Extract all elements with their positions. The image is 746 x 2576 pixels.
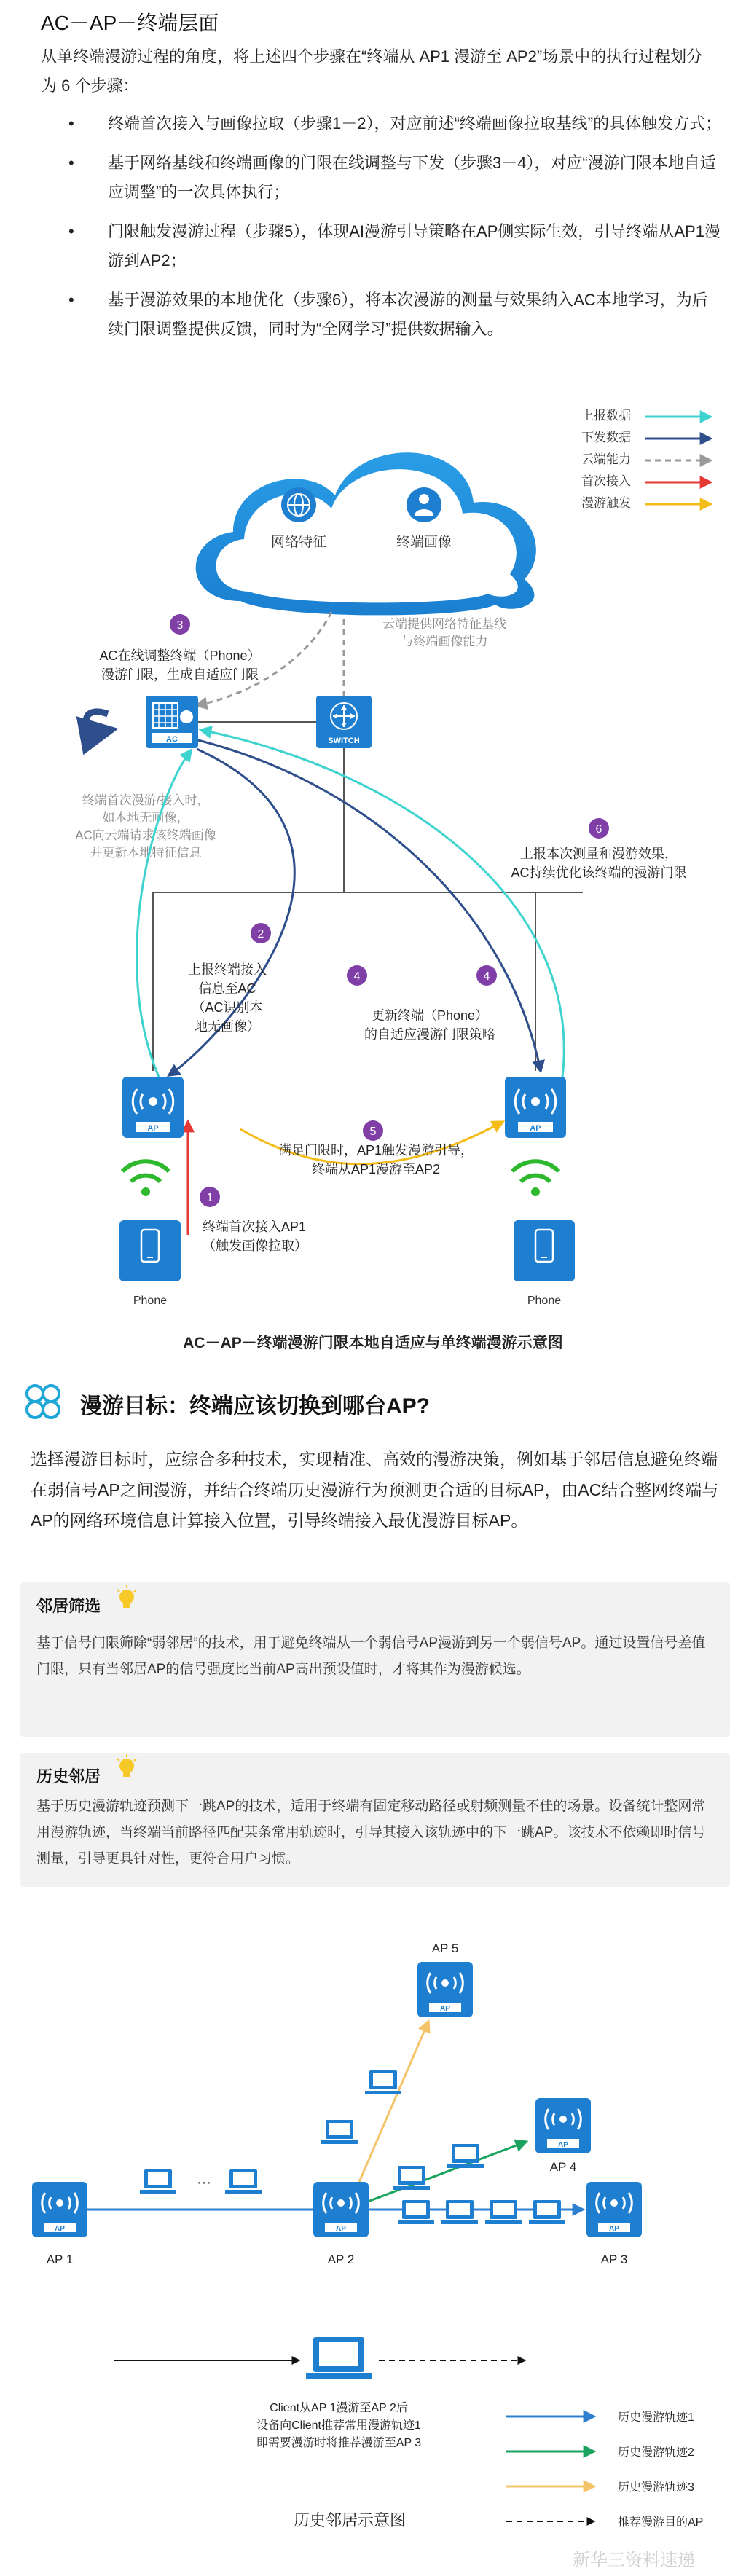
laptop-icon: [140, 2169, 176, 2194]
client-text: Client从AP 1漫游至AP 2后: [270, 2402, 408, 2414]
ap-badge: AP: [609, 2225, 619, 2233]
step-number: 4: [353, 970, 361, 983]
legend-cloud: 云端能力: [581, 452, 631, 466]
watermark-text: 新华三资料速递: [573, 2551, 695, 2570]
bullet-item: [67, 149, 723, 207]
step-number: 5: [369, 1126, 377, 1138]
legend: [581, 409, 710, 510]
ap-label: AP: [147, 1124, 159, 1133]
cloud-provide-text: 云端提供网络特征基线: [382, 617, 506, 631]
cloud-request-text: 如本地无画像，: [102, 811, 189, 825]
step4-text: 的自适应漫游门限策略: [364, 1027, 495, 1042]
phone-label: Phone: [527, 1295, 562, 1307]
phone1-device: [119, 1220, 181, 1281]
switch-device: [316, 696, 372, 748]
ap5-label: AP 5: [431, 1941, 459, 1955]
step1-text: （触发画像拉取）: [203, 1238, 307, 1253]
neighbor-filter-card: [20, 1582, 730, 1737]
ap1-label: AP 1: [46, 2253, 74, 2266]
client-text: 即需要漫游时将推荐漫游至AP 3: [256, 2437, 422, 2449]
laptop-icon: [398, 2200, 434, 2224]
laptop-icon: [529, 2200, 565, 2224]
laptop-icon: [441, 2200, 478, 2224]
terminal-profile-label: 终端画像: [396, 535, 452, 550]
switch-label: SWITCH: [328, 737, 360, 745]
step6-text: AC持续优化该终端的漫游门限: [511, 865, 687, 880]
intro-paragraph: 从单终端漫游过程的角度，将上述四个步骤在“终端从 AP1 漫游至 AP2”场景中的执行过程划分为 6 个步骤：: [41, 47, 703, 95]
client-text: 设备向Client推荐常用漫游轨迹1: [256, 2419, 421, 2432]
laptop-icon: [365, 2070, 401, 2094]
network-feature-label: 网络特征: [270, 535, 327, 550]
phone2-device: [514, 1220, 575, 1281]
step2-text: （AC识别本: [192, 1000, 263, 1015]
legend-deliver: 下发数据: [581, 431, 631, 444]
card-title: 历史邻居: [36, 1767, 101, 1786]
wifi-signal-icon: [512, 1161, 559, 1196]
lightbulb-icon: [115, 1585, 138, 1611]
section-title: AC－AP－终端层面: [41, 12, 219, 34]
cloud-request-text: AC向云端请求该终端画像: [75, 828, 216, 842]
step5-text: 满足门限时，AP1触发漫游引导，: [278, 1143, 474, 1158]
ac-refresh-icon: [86, 712, 111, 731]
section2-title: 漫游目标：终端应该切换到哪台AP?: [80, 1394, 430, 1418]
bullet-dot-icon: •: [68, 154, 74, 172]
ap2-device: [505, 1077, 566, 1138]
roaming-threshold-diagram: [0, 393, 746, 1362]
step3-text: AC在线调整终端（Phone）: [99, 648, 261, 663]
diagram2-caption: 历史邻居示意图: [293, 2511, 407, 2529]
bullet-item: [67, 286, 723, 344]
lightbulb-icon: [115, 1754, 138, 1780]
bullet-dot-icon: •: [68, 291, 74, 309]
section-header-icon: [17, 1381, 68, 1424]
section2-intro: 选择漫游目标时，应综合多种技术，实现精准、高效的漫游决策，例如基于邻居信息避免终端在弱信号AP之间漫游，并结合终端历史漫游行为预测更合适的目标AP，由AC结合整网终端与AP的网络环境信息计算接入位置，引导终端接入最优漫游目标AP。: [31, 1450, 719, 1530]
legend-track2: 历史漫游轨迹2: [618, 2446, 694, 2459]
bullet-dot-icon: •: [68, 114, 74, 133]
client-laptop-icon: [306, 2337, 372, 2379]
cloud-icon: [196, 452, 536, 615]
step5-text: 终端从AP1漫游至AP2: [311, 1162, 441, 1177]
terminal-profile-icon: [407, 487, 441, 522]
card-body: 基于历史漫游轨迹预测下一跳AP的技术，适用于终端有固定移动路径或射频测量不佳的场景。设备统计整网常用漫游轨迹，当终端当前路径匹配某条常用轨迹时，引导其接入该轨迹中的下一跳AP。该技术不依赖即时信号测量，引导更具针对性，更符合用户习惯。: [36, 1799, 706, 1866]
network-feature-icon: [281, 487, 316, 522]
step1-text: 终端首次接入AP1: [203, 1220, 307, 1234]
laptop-icon: [393, 2166, 430, 2190]
ap5-device: [417, 1962, 473, 2017]
cloud-provide-text: 与终端画像能力: [401, 635, 488, 648]
history-neighbor-diagram: [0, 1901, 746, 2576]
ap1-device: [32, 2182, 87, 2237]
legend-report: 上报数据: [581, 409, 631, 423]
step3-text: 漫游门限，生成自适应门限: [101, 667, 259, 682]
card-title: 邻居筛选: [36, 1597, 101, 1615]
bullet-text: 基于漫游效果的本地优化（步骤6），将本次漫游的测量与效果纳入AC本地学习，为后续门限调整提供反馈，同时为“全网学习”提供数据输入。: [108, 291, 708, 338]
step2-text: 地无画像）: [195, 1019, 260, 1034]
ap-badge: AP: [440, 2005, 450, 2013]
track2-arrow: [368, 2142, 526, 2202]
step-number: 4: [483, 970, 490, 983]
ap3-label: AP 3: [600, 2253, 628, 2266]
cloud-request-text: 终端首次漫游/接入时，: [82, 793, 210, 807]
laptop-icon: [447, 2144, 484, 2168]
history-neighbor-card: [20, 1753, 730, 1887]
ap1-device: [122, 1077, 184, 1138]
ap-badge: AP: [558, 2141, 568, 2149]
diagram1-caption: AC－AP－终端漫游门限本地自适应与单终端漫游示意图: [183, 1335, 563, 1351]
ac-device: [146, 696, 198, 748]
step-number: 6: [595, 823, 602, 836]
step6-text: 上报本次测量和漫游效果，: [520, 847, 678, 861]
ap-label: AP: [530, 1124, 541, 1133]
laptop-icon: [321, 2120, 358, 2144]
ap4-label: AP 4: [549, 2160, 577, 2174]
step-number: 2: [257, 928, 264, 941]
track3-arrow: [357, 2022, 428, 2187]
ap2-device: [313, 2182, 369, 2237]
laptop-icon: [485, 2200, 522, 2224]
laptop-icon: [225, 2169, 262, 2194]
bullet-dot-icon: •: [68, 222, 74, 240]
bullet-item: [67, 109, 723, 138]
step-bullet-list: [67, 109, 723, 354]
card-body: 基于信号门限筛除“弱邻居”的技术，用于避免终端从一个弱信号AP漫游到另一个弱信号AP。通过设置信号差值门限，只有当邻居AP的信号强度比当前AP高出预设值时，才将其作为漫游候选。: [36, 1635, 706, 1677]
ap4-device: [535, 2098, 591, 2153]
legend-recommend: 推荐漫游目的AP: [618, 2516, 704, 2529]
legend-track1: 历史漫游轨迹1: [618, 2411, 694, 2424]
step-number: 1: [206, 1192, 213, 1204]
ap3-device: [586, 2182, 642, 2237]
legend-track3: 历史漫游轨迹3: [618, 2481, 694, 2494]
step-number: 3: [176, 619, 184, 632]
legend-first-access: 首次接入: [581, 474, 631, 488]
cloud-request-text: 并更新本地特征信息: [90, 846, 202, 860]
phone-label: Phone: [133, 1295, 168, 1307]
bullet-text: 基于网络基线和终端画像的门限在线调整与下发（步骤3－4），对应“漫游门限本地自适应调整”的一次具体执行；: [108, 154, 716, 201]
ellipsis-text: ···: [197, 2175, 211, 2191]
ap-badge: AP: [336, 2225, 346, 2233]
ap-badge: AP: [55, 2225, 65, 2233]
ap2-label: AP 2: [327, 2253, 355, 2266]
step2-text: 上报终端接入: [188, 962, 267, 977]
ac-label: AC: [166, 735, 178, 744]
bullet-text: 门限触发漫游过程（步骤5），体现AI漫游引导策略在AP侧实际生效，引导终端从AP1漫游到AP2；: [108, 222, 721, 270]
wifi-signal-icon: [122, 1161, 169, 1196]
legend-roam-trigger: 漫游触发: [581, 496, 631, 510]
step4-text: 更新终端（Phone）: [371, 1008, 489, 1023]
step2-text: 信息至AC: [198, 981, 256, 996]
bullet-text: 终端首次接入与画像拉取（步骤1－2），对应前述“终端画像拉取基线”的具体触发方式；: [108, 114, 722, 133]
bullet-item: [67, 217, 723, 275]
